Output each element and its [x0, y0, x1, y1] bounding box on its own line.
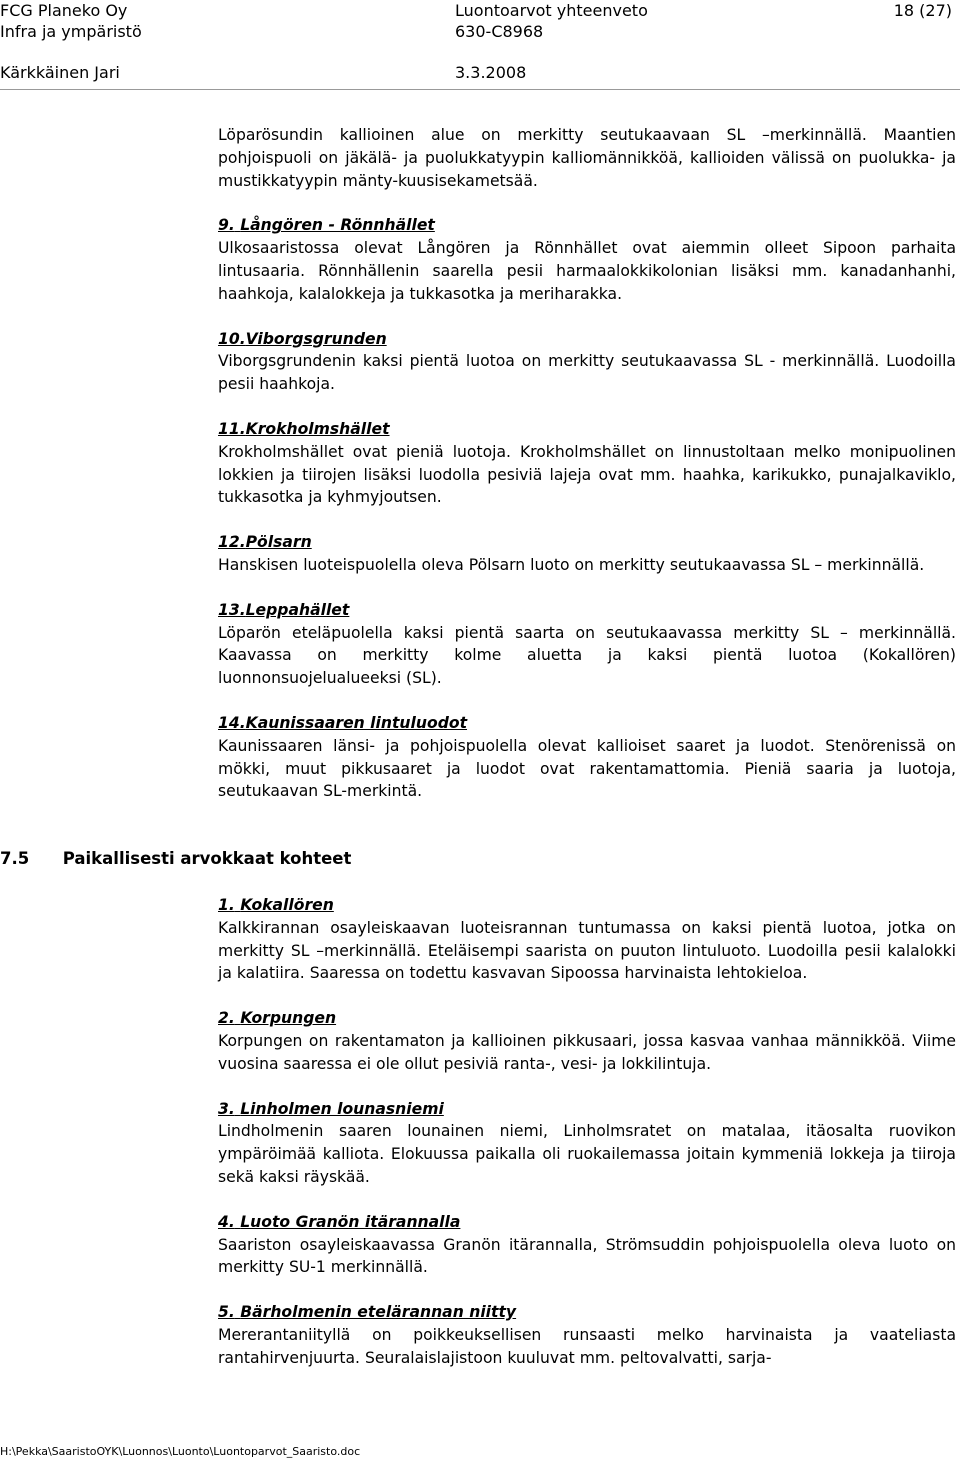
item-text: Lindholmenin saaren lounainen niemi, Linholmsratet on matalaa, itäosalta ruovikon ympäröimää kalliota. Elokuussa paikalla oli ruokailemassa joitain kymmeniä lokkeja ja tiiroja sekä kaksi räyskää. [218, 1122, 956, 1186]
local-item [218, 1211, 956, 1279]
item-text: Saariston osayleiskaavassa Granön itärannalla, Strömsuddin pohjoispuolella oleva luoto on merkitty SU-1 merkinnällä. [218, 1235, 956, 1277]
intro-paragraph: Löparösundin kallioinen alue on merkitty seutukaavaan SL –merkinnällä. Maantien pohjoispuoli on jäkälä- ja puolukkatyypin kalliomännikköä, kallioiden välissä on puolukka- ja mustikkatyypin mänty-kuusisekametsää. [218, 126, 956, 190]
item-title [218, 1100, 444, 1118]
item-text: Viborgsgrundenin kaksi pientä luotoa on merkitty seutukaavassa SL - merkinnällä. Luodoilla pesii haahkoja. [218, 352, 956, 394]
item-number: 3. [218, 1099, 235, 1118]
item-title [218, 896, 334, 914]
item-text: Krokholmshället ovat pieniä luotoja. Krokholmshället on linnustoltaan melko monipuolinen lokkien ja tiirojen lisäksi luodolla pesiviä lajeja ovat mm. haahka, karikukko, punajalkaviklo, tukkasotka ja kyhmyjoutsen. [218, 442, 956, 507]
item-number: 12. [218, 533, 246, 552]
section-item [218, 712, 956, 803]
header-author: Kärkkäinen Jari [0, 63, 120, 82]
item-title-text: Leppahället [245, 600, 350, 619]
section-item [218, 214, 956, 305]
section-item [218, 328, 956, 396]
local-items-content [218, 894, 956, 1392]
item-number: 5. [218, 1303, 235, 1322]
item-title [218, 533, 312, 551]
local-item [218, 1098, 956, 1189]
header-company: FCG Planeko Oy [0, 1, 128, 20]
item-title-text: Krokholmshället [245, 419, 390, 438]
item-text: Ulkosaaristossa olevat Långören ja Rönnhället ovat aiemmin olleet Sipoon parhaita lintusaaria. Rönnhällenin saarella pesii harmaalokkikolonian lisäksi mm. kanadanhanhi, haahkoja, kalalokkeja ja tukkasotka ja meriharakka. [218, 239, 956, 303]
item-title [218, 1303, 516, 1321]
item-number: 9. [218, 216, 235, 235]
header-doc-code: 630-C8968 [455, 22, 544, 41]
item-number: 10. [218, 329, 246, 348]
local-item [218, 894, 956, 985]
item-number: 1. [218, 896, 235, 914]
item-title [218, 330, 387, 348]
item-text: Korpungen on rakentamaton ja kallioinen pikkusaari, jossa kasvaa vanhaa männikköä. Viime vuosina saaressa ei ole ollut pesiviä ranta-, vesi- ja lokkilintuja. [218, 1031, 956, 1073]
local-item [218, 1301, 956, 1369]
heading-number: 7.5 [0, 849, 30, 868]
item-title [218, 1213, 460, 1231]
header-divider [0, 89, 960, 90]
item-title-text: Pölsarn [245, 533, 312, 552]
item-title-text: Viborgsgrunden [245, 329, 387, 348]
header-department: Infra ja ympäristö [0, 22, 142, 41]
numbered-sections [218, 214, 956, 803]
item-number: 14. [218, 713, 246, 732]
item-number: 11. [218, 419, 246, 438]
item-title-text: Kokallören [240, 896, 334, 914]
item-title [218, 1009, 336, 1027]
item-title [218, 420, 390, 438]
local-items-list [218, 894, 956, 1370]
local-item [218, 1007, 956, 1075]
heading-title: Paikallisesti arvokkaat kohteet [62, 849, 352, 868]
header-page-number: 18 (27) [893, 1, 952, 20]
item-text: Kaunissaaren länsi- ja pohjoispuolella olevat kallioiset saaret ja luodot. Stenörenissä on mökki, muut pikkusaaret ja luodot ovat rakentamattomia. Pieniä saaria ja luotoja, seutukaavan SL-merkintä. [218, 736, 956, 801]
item-title [218, 216, 435, 234]
item-title-text: Långören - Rönnhället [240, 216, 435, 235]
header-doc-title: Luontoarvot yhteenveto [455, 1, 648, 20]
item-title-text: Bärholmenin etelärannan niitty [240, 1303, 517, 1322]
item-title [218, 714, 467, 732]
item-title-text: Luoto Granön itärannalla [240, 1212, 461, 1231]
item-number: 4. [218, 1212, 235, 1231]
item-text: Hanskisen luoteispuolella oleva Pölsarn luoto on merkitty seutukaavassa SL – merkinnällä. [218, 555, 925, 574]
item-title-text: Kaunissaaren lintuluodot [245, 713, 468, 732]
header-date: 3.3.2008 [455, 63, 527, 82]
item-title-text: Linholmen lounasniemi [240, 1099, 444, 1118]
item-text: Löparön eteläpuolella kaksi pientä saarta on seutukaavassa merkitty SL – merkinnällä. Kaavassa on merkitty kolme aluetta ja kaksi pientä luotoa (Kokallören) luonnonsuojelualueeksi (SL). [218, 623, 956, 688]
item-title-text: Korpungen [240, 1009, 337, 1028]
item-text: Kalkkirannan osayleiskaavan luoteisrannan tuntumassa on kaksi pientä luotoa, jotka on merkitty SL –merkinnällä. Eteläisempi saarista on puuton lintuluoto. Luodoilla pesii kalalokki ja kalatiira. Saaressa on todettu kasvavan Sipoossa harvinaista lehtokieloa. [218, 918, 956, 983]
item-number: 2. [218, 1009, 235, 1028]
upper-content [218, 124, 956, 825]
item-text: Mererantaniityllä on poikkeuksellisen runsaasti melko harvinaista ja vaateliasta rantahirvenjuurta. Seuralaislajistoon kuuluvat mm. peltovalvatti, sarja- [218, 1325, 956, 1367]
footer-file-path: H:\Pekka\SaaristoOYK\Luonnos\Luonto\Luontoparvot_Saaristo.doc [0, 1445, 361, 1458]
item-number: 13. [218, 600, 246, 619]
section-heading-7-5 [0, 849, 351, 868]
section-item [218, 418, 956, 509]
item-title [218, 601, 349, 619]
section-item [218, 599, 956, 690]
section-item [218, 531, 956, 577]
